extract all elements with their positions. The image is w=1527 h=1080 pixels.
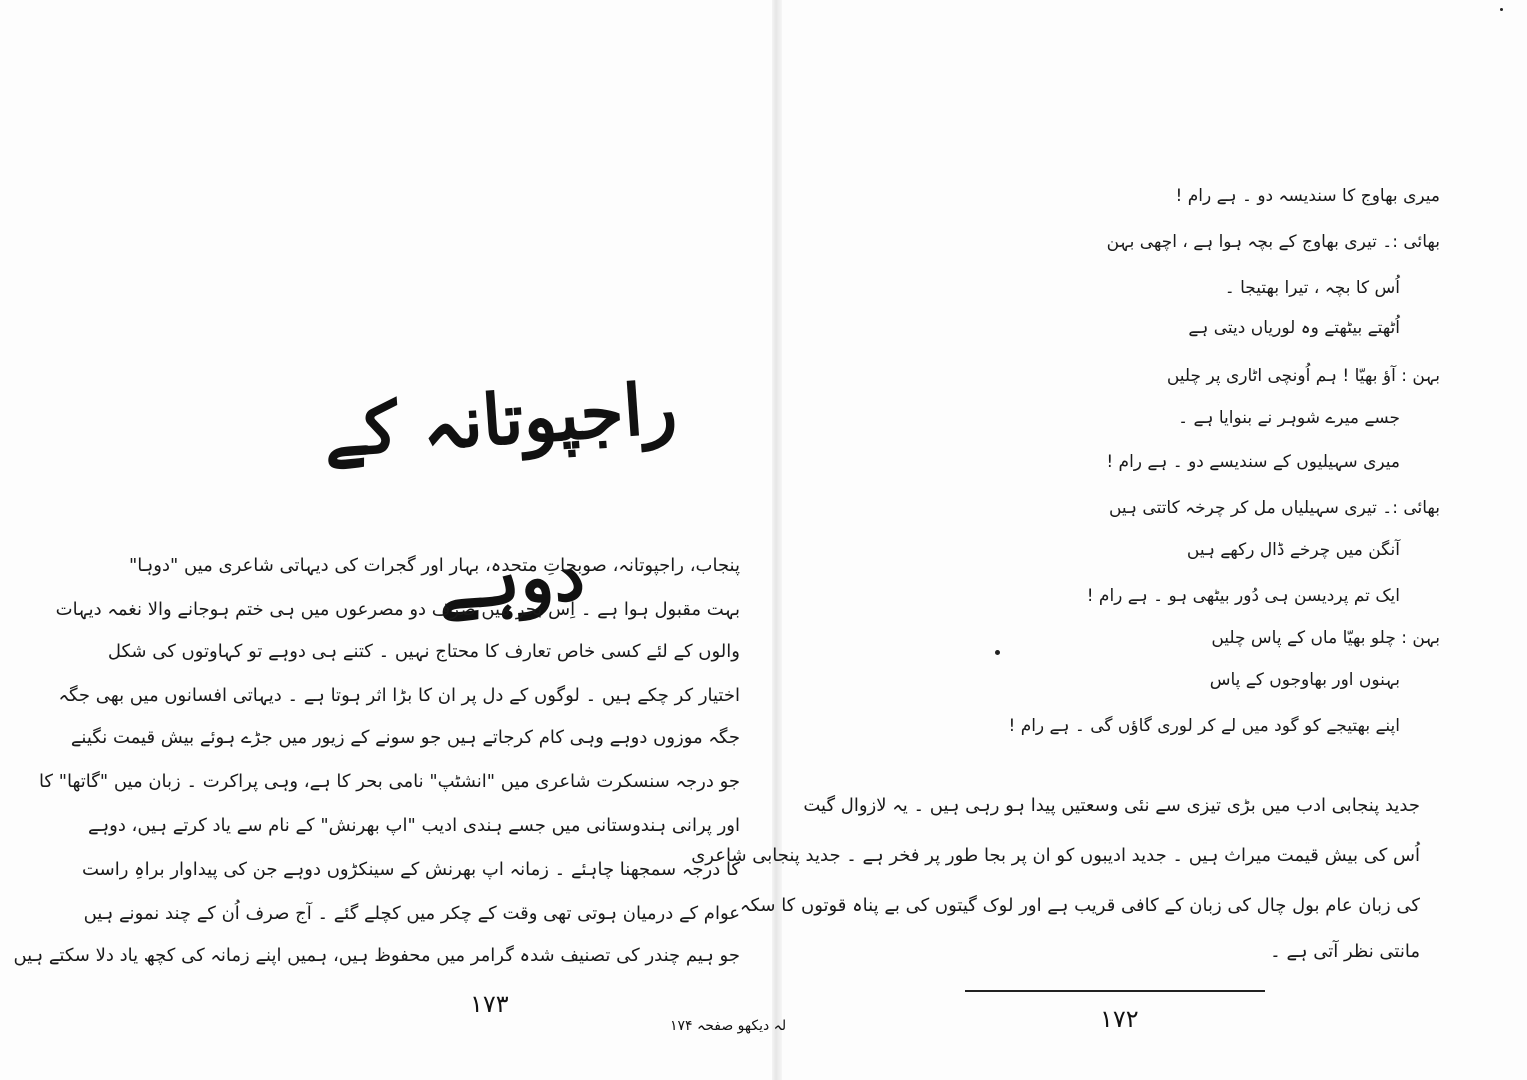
paragraph-line: جدید پنجابی ادب میں بڑی تیزی سے نئی وسعتیں پیدا ہو رہی ہیں ۔ یہ لازوال گیت: [803, 795, 1420, 816]
right-page-number: ۱۷۲: [1100, 1005, 1139, 1033]
poem-line: بھائی :۔ تیری سہیلیاں مل کر چرخہ کاتتی ہیں: [1108, 498, 1440, 518]
paragraph-line: کی زبان عام بول چال کی زبان کے کافی قریب ہے اور لوک گیتوں کی بے پناہ قوتوں کا سکہ: [739, 895, 1420, 916]
book-gutter: [772, 0, 782, 1080]
paragraph-line: مانتی نظر آتی ہے ۔: [1270, 941, 1420, 962]
body-line: جگہ موزوں دوہے وہی کام کرجاتے ہیں جو سونے کے زیور میں جڑے ہوئے بیش قیمت نگینے: [70, 727, 740, 748]
body-line: کا درجہ سمجھنا چاہئے ۔ زمانہ اپ بھرنش کے سینکڑوں دوہے جن کی پیداوار براہِ راست: [81, 859, 740, 880]
scan-speck: [1500, 8, 1503, 11]
body-line: بہت مقبول ہوا ہے ۔ اِس بحر میں صرف دو مصرعوں میں ہی ختم ہوجانے والا نغمہ دیہات: [55, 599, 740, 620]
chapter-title: راجپوتانہ کے دوہے: [320, 365, 680, 626]
body-line: عوام کے درمیان ہوتی تھی وقت کے چکر میں کچلے گئے ۔ آج صرف اُن کے چند نمونے ہیں: [83, 903, 740, 924]
poem-line: اُس کا بچہ ، تیرا بھتیجا ۔: [1224, 278, 1400, 298]
poem-line: بہنوں اور بھاوجوں کے پاس: [1209, 670, 1400, 690]
right-paragraph: [691, 795, 1420, 975]
body-line: پنجاب، راجپوتانہ، صوبجاتِ متحدہ، بہار اور گجرات کی دیہاتی شاعری میں "دوہا": [128, 555, 740, 576]
poem-line: بہن : چلو بھیّا ماں کے پاس چلیں: [1211, 628, 1440, 648]
poem-line: اپنے بھتیجے کو گود میں لے کر لوری گاؤں گی ۔ ہے رام !: [1008, 716, 1400, 736]
poem-line: آنگن میں چرخے ڈال رکھے ہیں: [1186, 540, 1400, 560]
paragraph-line: اُس کی بیش قیمت میراث ہیں ۔ جدید ادیبوں کو ان پر بجا طور پر فخر ہے ۔ جدید پنجابی شاعری: [691, 845, 1420, 866]
body-line: جو ہیم چندر کی تصنیف شدہ گرامر میں محفوظ ہیں، ہمیں اپنے زمانہ کی کچھ یاد دلا سکتے ہیں: [13, 945, 740, 966]
poem-line: میری سہیلیوں کے سندیسے دو ۔ ہے رام !: [1106, 452, 1400, 472]
poem-line: بہن : آؤ بھیّا ! ہم اُونچی اٹاری پر چلیں: [1166, 366, 1440, 386]
poem-line: ایک تم پردیسن ہی دُور بیٹھی ہو ۔ ہے رام !: [1086, 586, 1400, 606]
body-line: اور پرانی ہندوستانی میں جسے ہندی ادیب "اپ بھرنش" کے نام سے یاد کرتے ہیں، دوہے: [88, 815, 740, 836]
poem-line: اُٹھتے بیٹھتے وہ لوریاں دیتی ہے: [1188, 318, 1400, 338]
body-line: والوں کے لئے کسی خاص تعارف کا محتاج نہیں ۔ کتنے ہی دوہے تو کہاوتوں کی شکل: [107, 641, 740, 662]
poem-line: جسے میرے شوہر نے بنوایا ہے ۔: [1178, 408, 1400, 428]
poem-line: بھائی :۔ تیری بھاوج کے بچہ ہوا ہے ، اچھی بہن: [1106, 232, 1440, 252]
folk-song-poem: [1008, 185, 1440, 745]
left-body-text: [13, 555, 740, 995]
scan-speck: [995, 650, 1000, 655]
body-line: جو درجہ سنسکرت شاعری میں "انشٹپ" نامی بحر کا ہے، وہی پراکرت ۔ زبان میں "گاتھا" کا: [38, 771, 740, 792]
footer-rule: [965, 990, 1265, 992]
left-footnote: لہ دیکھو صفحہ ۱۷۴: [670, 1018, 787, 1034]
left-page-number: ۱۷۳: [470, 990, 509, 1018]
body-line: اختیار کر چکے ہیں ۔ لوگوں کے دل پر ان کا بڑا اثر ہوتا ہے ۔ دیہاتی افسانوں میں بھی جگہ: [58, 685, 740, 706]
poem-line: میری بھاوج کا سندیسہ دو ۔ ہے رام !: [1175, 186, 1440, 206]
